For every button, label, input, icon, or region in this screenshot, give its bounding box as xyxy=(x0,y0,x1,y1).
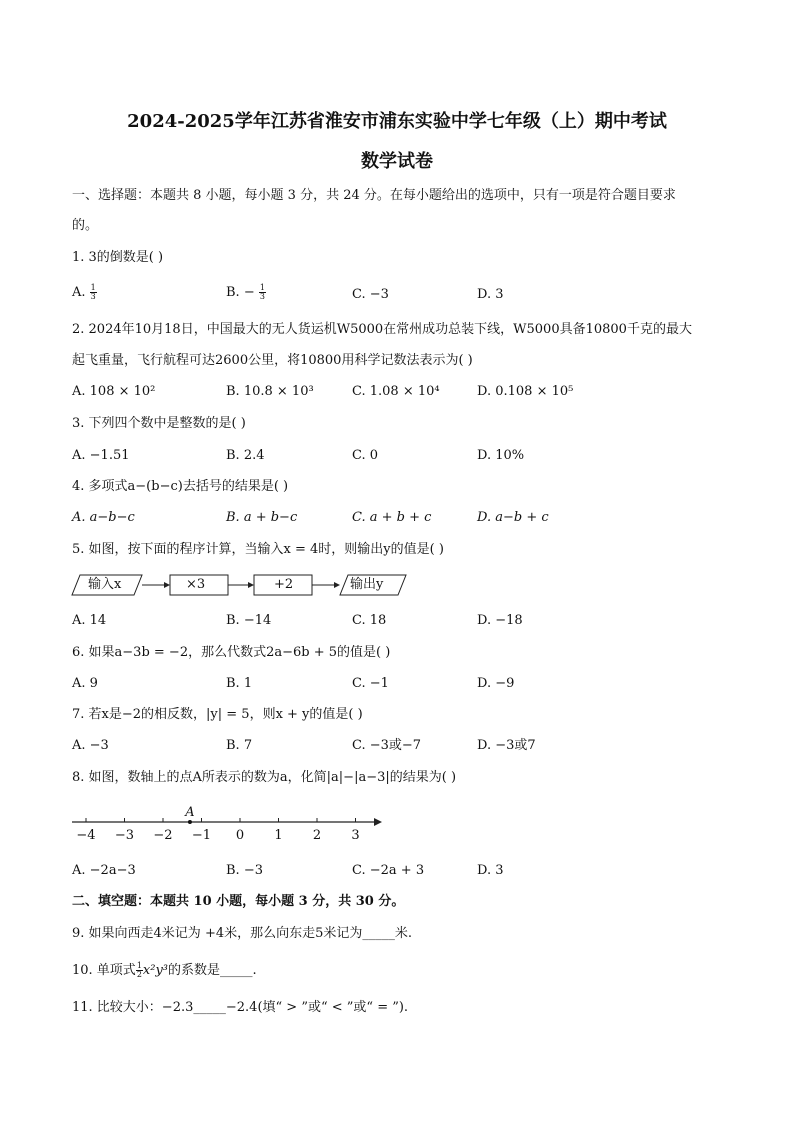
q6-option-c: C. −1 xyxy=(352,676,389,691)
q3-option-c: C. 0 xyxy=(352,448,379,463)
q3-option-b: B. 2.4 xyxy=(226,448,265,463)
section2-heading: 二、填空题：本题共 10 小题，每小题 3 分，共 30 分。 xyxy=(72,894,405,909)
frac-numerator: 1 xyxy=(259,283,265,292)
q3-stem: 3. 下列四个数中是整数的是( ) xyxy=(72,416,246,431)
flow-arrowhead-1 xyxy=(164,582,170,588)
q2-option-d: D. 0.108 × 10⁵ xyxy=(477,384,574,399)
q1-option-b-fraction xyxy=(259,284,266,301)
q8-number-line xyxy=(72,800,392,850)
q8-option-d: D. 3 xyxy=(477,863,504,878)
q2-stem: 2. 2024年10月18日，中国最大的无人货运机W5000在常州成功总装下线，W5000具备10800千克的最大 xyxy=(72,322,692,337)
q6-option-b: B. 1 xyxy=(226,676,253,691)
q6-option-a: A. 9 xyxy=(72,676,98,691)
exam-subtitle: 数学试卷 xyxy=(361,151,433,172)
flow-add-label: +2 xyxy=(274,577,294,592)
frac-denominator: 3 xyxy=(90,292,96,301)
flow-arrowhead-3 xyxy=(334,582,340,588)
tick-label: −1 xyxy=(191,828,212,843)
tick-label: 3 xyxy=(351,828,360,843)
q7-option-d: D. −3或7 xyxy=(477,738,536,753)
q5-option-b: B. −14 xyxy=(226,613,272,628)
q5-option-c: C. 18 xyxy=(352,613,387,628)
q1-option-a-fraction xyxy=(90,284,97,301)
frac-denominator: 2 xyxy=(136,970,142,979)
q5-option-a: A. 14 xyxy=(72,613,107,628)
q6-stem: 6. 如果a−3b = −2，那么代数式2a−6b + 5的值是( ) xyxy=(72,645,391,660)
tick-label: 0 xyxy=(235,828,245,843)
frac-numerator: 1 xyxy=(136,961,142,970)
q4-option-a: A. a−b−c xyxy=(72,510,135,525)
tick-label: −2 xyxy=(153,828,173,843)
q1-option-d: D. 3 xyxy=(477,287,504,302)
q10-stem xyxy=(72,962,257,980)
q2-option-b: B. 10.8 × 10³ xyxy=(226,384,314,399)
q1-option-b-label: B. xyxy=(226,285,240,300)
q1-option-a xyxy=(72,284,97,302)
exam-title: 2024-2025学年江苏省淮安市浦东实验中学七年级（上）期中考试 xyxy=(127,111,667,132)
section1-heading: 一、选择题：本题共 8 小题，每小题 3 分，共 24 分。在每小题给出的选项中，只有一项是符合题目要求 xyxy=(72,188,676,203)
tick-label: 2 xyxy=(312,828,322,843)
q7-stem: 7. 若x是−2的相反数，|y| = 5，则x + y的值是( ) xyxy=(72,707,363,722)
q2-option-a: A. 108 × 10² xyxy=(72,384,156,399)
q2-stem-cont: 起飞重量，飞行航程可达2600公里，将10800用科学记数法表示为( ) xyxy=(72,353,473,368)
frac-numerator: 1 xyxy=(90,283,96,292)
q4-option-d: D. a−b + c xyxy=(477,510,549,525)
q11-stem: 11. 比较大小：−2.3_____−2.4(填“ > ”或“ < ”或“ = ”). xyxy=(72,1000,409,1015)
q1-option-c: C. −3 xyxy=(352,287,389,302)
q9-stem: 9. 如果向西走4米记为 +4米，那么向东走5米记为_____米. xyxy=(72,926,413,941)
q10-post: 的系数是_____. xyxy=(168,963,257,978)
section1-heading-cont: 的。 xyxy=(72,218,99,233)
q2-option-c: C. 1.08 × 10⁴ xyxy=(352,384,440,399)
q10-fraction xyxy=(136,962,143,979)
q3-option-d: D. 10% xyxy=(477,448,525,463)
q3-option-a: A. −1.51 xyxy=(72,448,130,463)
q1-option-b xyxy=(226,284,266,302)
point-a-dot xyxy=(188,820,192,824)
q5-stem: 5. 如图，按下面的程序计算，当输入x = 4时，则输出y的值是( ) xyxy=(72,542,444,557)
q8-option-a: A. −2a−3 xyxy=(72,863,136,878)
q5-option-d: D. −18 xyxy=(477,613,523,628)
q4-option-c: C. a + b + c xyxy=(352,510,432,525)
flow-output-label: 输出y xyxy=(350,577,384,592)
frac-denominator: 3 xyxy=(259,292,265,301)
tick-label: 1 xyxy=(274,828,283,843)
tick-label: −3 xyxy=(114,828,135,843)
q4-option-b: B. a + b−c xyxy=(226,510,298,525)
q8-stem: 8. 如图，数轴上的点A所表示的数为a，化简|a|−|a−3|的结果为( ) xyxy=(72,770,457,785)
q4-stem: 4. 多项式a−(b−c)去括号的结果是( ) xyxy=(72,479,289,494)
tick-label: −4 xyxy=(76,828,96,843)
q10-pre: 10. 单项式 xyxy=(72,963,136,978)
q8-option-b: B. −3 xyxy=(226,863,263,878)
q7-option-a: A. −3 xyxy=(72,738,109,753)
q7-option-c: C. −3或−7 xyxy=(352,738,422,753)
flow-multiply-label: ×3 xyxy=(186,577,206,592)
flow-arrowhead-2 xyxy=(248,582,254,588)
q1-option-b-sign: − xyxy=(243,285,255,300)
q6-option-d: D. −9 xyxy=(477,676,515,691)
q1-stem: 1. 3的倒数是( ) xyxy=(72,250,164,265)
q1-option-a-label: A. xyxy=(72,285,86,300)
q7-option-b: B. 7 xyxy=(226,738,253,753)
point-a-label: A xyxy=(185,805,195,820)
axis-arrowhead xyxy=(374,818,382,826)
q8-option-c: C. −2a + 3 xyxy=(352,863,425,878)
flow-input-label: 输入x xyxy=(88,577,122,592)
q10-expression: x²y³ xyxy=(142,963,169,978)
